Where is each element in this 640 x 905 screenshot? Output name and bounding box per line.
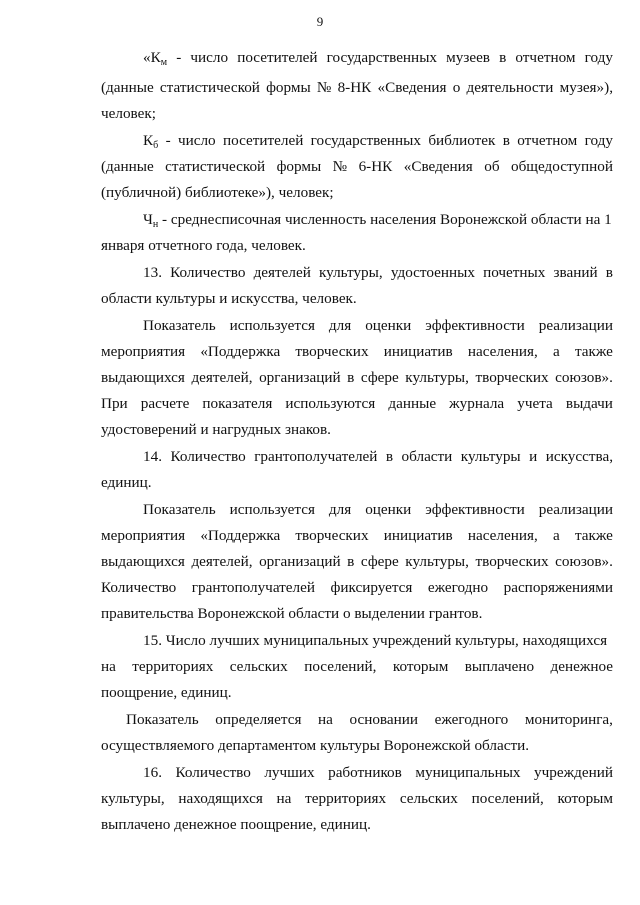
km-subscript: м [160,57,168,68]
item-15-line-1: 15. Число лучших муниципальных учреждений культуры, находящихся [143,632,608,649]
paragraph-14-line-5: правительства Воронежской области о выделении грантов. [101,605,483,622]
word: работников [328,764,402,781]
word: сельских [229,658,288,675]
word: выплачено [464,658,535,675]
word: фиксируется [330,579,413,596]
word: число [177,132,216,149]
chn-text: - среднесписочная численность населения Воронежской области на 1 [162,211,612,228]
word: отчетном [515,49,576,66]
word: «Поддержка [200,527,281,544]
word: территориях [305,790,387,807]
item-14-line-2: единиц. [101,474,152,491]
word: инициатив [383,527,453,544]
word: музеев [446,49,490,66]
word: № [316,79,332,96]
word: которым [557,790,613,807]
paragraph-15-line-2: осуществляемого департаментом культуры Воронежской области. [101,737,530,754]
word: творческих [475,553,549,570]
word: организаций [259,369,341,386]
word: статистической [165,158,266,175]
word: основании [349,711,419,728]
word: населения, [467,343,538,360]
paragraph-13-line-4 [101,394,613,414]
word: и [529,448,538,465]
word: распоряжениями [503,579,613,596]
word: расчете [140,395,190,412]
word: союзов». [555,553,613,570]
word: 8-НК [337,79,372,96]
word: При [101,395,128,412]
item-15-line-2 [101,657,613,677]
word: используются [285,395,376,412]
word: культуры, [319,264,383,281]
paragraph-14-line-2 [101,526,613,546]
word: Показатель [126,711,199,728]
word: сельских [399,790,458,807]
word: статистической [159,79,260,96]
kb-subscript: б [153,140,159,151]
word: (данные [101,158,154,175]
word: для [328,317,352,334]
paragraph-15-line-1 [126,710,613,730]
word: о [452,79,461,96]
word: творческих [295,343,369,360]
word: об [484,158,500,175]
item-13-line-1 [143,263,613,283]
word: области [401,448,453,465]
paragraph-13-line-1 [143,316,613,336]
word: сфере [360,369,399,386]
word: званий [553,264,598,281]
word: культуры, [405,369,469,386]
word: формы [266,79,311,96]
definition-kb-line-3: (публичной) библиотеке»), человек; [101,184,334,201]
word: ежегодного [434,711,509,728]
word: творческих [475,369,549,386]
word: отчетном [517,132,578,149]
word: а [552,527,560,544]
word: «Поддержка [200,343,281,360]
word: оценки [365,317,412,334]
word: посетителей [237,49,318,66]
word: населения, [467,527,538,544]
word: 6-НК [358,158,393,175]
word: государственных [326,49,437,66]
word: также [574,343,613,360]
word: на [276,790,292,807]
word: показателя [202,395,273,412]
definition-kb-line-2 [101,157,613,177]
word: посетителей [222,132,304,149]
word: в [605,264,613,281]
word: денежное [550,658,613,675]
word: находящихся [178,790,263,807]
word: году [584,132,613,149]
word: Количество [175,764,251,781]
paragraph-13-line-2 [101,342,613,362]
word: деятелей [253,264,311,281]
word: на [318,711,333,728]
word: также [574,527,613,544]
paragraph-14-line-3 [101,552,613,572]
word: «Сведения [403,158,473,175]
page-number: 9 [316,14,324,29]
word: в [385,448,394,465]
paragraph-14-line-4 [101,578,613,598]
word: используется [229,501,315,518]
word: выдачи [565,395,613,412]
paragraph-13-line-3 [101,368,613,388]
word: учета [517,395,553,412]
word: данные [388,395,437,412]
word: ежегодно [427,579,489,596]
chn-symbol: Ч [143,211,153,228]
definition-kb-line-1 [143,131,613,151]
word: году [584,49,613,66]
paragraph-14-line-1 [143,500,613,520]
word: в [347,553,355,570]
kb-symbol: К [143,132,154,149]
word: реализации [538,317,613,334]
word: творческих [295,527,369,544]
word: определяется [215,711,302,728]
word: а [552,343,560,360]
word: выдающихся [101,553,185,570]
word: грантополучателей [254,448,378,465]
word: удостоенных [390,264,475,281]
word: - [165,132,171,149]
definition-km-line-1 [143,48,613,68]
word: культуры, [405,553,469,570]
word: поселений, [304,658,377,675]
word: реализации [538,501,613,518]
word: культуры [460,448,521,465]
word: которым [392,658,449,675]
word: искусства, [545,448,613,465]
item-15-line-3: поощрение, единиц. [101,684,232,701]
word: деятелей, [191,553,253,570]
word: лучших [264,764,315,781]
word: № [332,158,348,175]
word: для [328,501,352,518]
word: учреждений [534,764,613,781]
word: Количество [170,264,246,281]
item-number: 14. [143,448,162,465]
item-13-line-2: области культуры и искусства, человек. [101,290,357,307]
word: на [101,658,116,675]
km-symbol-open: «К [143,49,161,66]
definition-chn-line-2: января отчетного года, человек. [101,237,306,254]
item-number: 13. [143,264,162,281]
word: поселений, [471,790,544,807]
word: Количество [101,579,177,596]
word: инициатив [383,343,453,360]
word: территориях [132,658,214,675]
word: Показатель [143,317,216,334]
word: Количество [170,448,246,465]
item-16-line-1 [143,763,613,783]
word: муниципальных [415,764,521,781]
item-16-line-2 [101,789,613,809]
word: библиотек [428,132,496,149]
definition-chn-line-1 [143,210,612,230]
word: музея»), [559,79,613,96]
word: Показатель [143,501,216,518]
word: формы [276,158,322,175]
definition-km-line-3: человек; [101,105,156,122]
word: оценки [365,501,412,518]
item-16-line-3: выплачено денежное поощрение, единиц. [101,816,371,833]
word: сфере [360,553,399,570]
paragraph-13-line-5: удостоверений и нагрудных знаков. [101,421,331,438]
word: «Сведения [377,79,447,96]
definition-km-line-2 [101,78,613,98]
word: деятельности [466,79,554,96]
item-number: 16. [143,764,162,781]
word: мероприятия [101,527,186,544]
word: выдающихся [101,369,185,386]
word: журнала [449,395,505,412]
chn-subscript: н [152,219,159,230]
word: число [190,49,229,66]
word: организаций [259,553,341,570]
word: в [499,49,507,66]
word: используется [229,317,315,334]
word: деятелей, [191,369,253,386]
word: общедоступной [510,158,613,175]
word: грантополучателей [191,579,315,596]
word: (данные [101,79,154,96]
word: государственных [310,132,421,149]
word: союзов». [555,369,613,386]
word: в [502,132,510,149]
word: почетных [483,264,546,281]
word: мероприятия [101,343,186,360]
word: в [347,369,355,386]
word: эффективности [425,317,525,334]
word: - [176,49,182,66]
word: мониторинга, [524,711,613,728]
word: эффективности [425,501,525,518]
word: культуры, [101,790,165,807]
item-14-line-1 [143,447,613,467]
